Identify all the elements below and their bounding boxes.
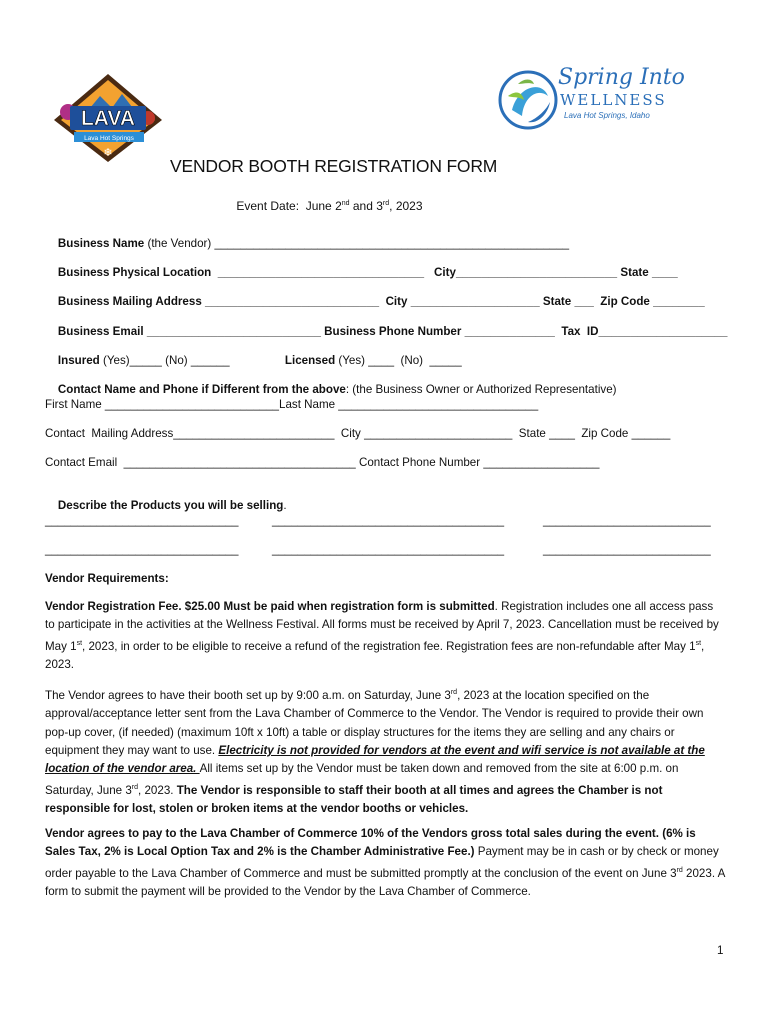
product-line-2a[interactable]: ______________________________	[45, 543, 239, 556]
payment-paragraph: Vendor agrees to pay to the Lava Chamber of Commerce 10% of the Vendors gross total sales during the event. (6% is Sales Tax, 2% is Local Option Tax and 2% is the Chamber Administrative Fee.) Payment may be in cash or by check or money order payable to the Lava Chamber of Commerce and must be submitted promptly at the conclusion of the event on June 3rd 2023. A form to submit the payment will be provided to the Vendor by the Lava Chamber of Commerce.	[45, 827, 725, 899]
product-line-1a[interactable]: ______________________________	[45, 514, 239, 527]
contact-heading: Contact Name and Phone if Different from the above: (the Business Owner or Authorized Representative)	[57, 383, 617, 396]
form-title: VENDOR BOOTH REGISTRATION FORM	[170, 156, 498, 176]
lava-chamber-logo	[50, 72, 166, 164]
business-email-field[interactable]: Business Email ___________________________ Business Phone Number ______________ Tax ID____________________	[57, 325, 728, 338]
business-name-field[interactable]: Business Name (the Vendor) _______________________________________________________	[57, 237, 570, 250]
logo-banner-text: Lava Hot Springs	[84, 135, 134, 142]
wellness-logo-line2: WELLNESS	[560, 91, 667, 109]
wellness-swirl-icon	[498, 66, 560, 136]
insured-field[interactable]: Insured (Yes)_____ (No) ______	[57, 354, 230, 367]
business-mailing-address-field[interactable]: Business Mailing Address ___________________________ City ____________________ State ___ Zip Code ________	[57, 295, 705, 308]
business-name-label: Business Name	[57, 237, 145, 250]
product-line-1c[interactable]: __________________________	[543, 514, 711, 527]
contact-mailing-field[interactable]: Contact Mailing Address_________________________ City _______________________ State ____ Zip Code ______	[45, 427, 671, 440]
snowflake-icon: ❄	[103, 147, 113, 159]
business-physical-location-field[interactable]: Business Physical Location ________________________________ City_________________________ State ____	[57, 266, 678, 279]
products-label: Describe the Products you will be selling.	[57, 499, 287, 512]
logo-name: LAVA	[80, 107, 136, 130]
wellness-logo-line3: Lava Hot Springs, Idaho	[564, 111, 650, 120]
setup-paragraph: The Vendor agrees to have their booth set up by 9:00 a.m. on Saturday, June 3rd, 2023 at the location specified on the approval/acceptance letter sent from the Lava Chamber of Commerce to the Vendor. The Vendor is required to provide their own pop-up cover, (if needed) (maximum 10ft x 10ft) a table or display structures for the items they are selling and any chairs or equipment they may want to use. Electricity is not provided for vendors at the event and wifi service is not available at the location of the vendor area. All items set up by the Vendor must be taken down and removed from the site at 6:00 p.m. on Saturday, June 3rd, 2023. The Vendor is responsible to staff their booth at all times and agrees the Chamber is not responsible for lost, stolen or broken items at the vendor booths or vehicles.	[45, 688, 705, 816]
registration-fee-paragraph: Vendor Registration Fee. $25.00 Must be paid when registration form is submitted. Registration includes one all access pass to participate in the activities at the Wellness Festival. All forms must be received by April 7, 2023. Cancellation must be received by May 1st, 2023, in order to be eligible to receive a refund of the registration fee. Registration fees are non-refundable after May 1st, 2023.	[45, 600, 719, 672]
licensed-field[interactable]: Licensed (Yes) ____ (No) _____	[284, 354, 462, 367]
contact-name-field[interactable]: First Name ___________________________Last Name _______________________________	[45, 398, 539, 411]
requirements-heading: Vendor Requirements:	[45, 572, 169, 585]
product-line-2b[interactable]: ____________________________________	[272, 543, 505, 556]
page-number: 1	[717, 944, 724, 957]
wellness-logo	[498, 66, 688, 136]
contact-email-field[interactable]: Contact Email ____________________________________ Contact Phone Number __________________	[45, 456, 600, 469]
event-date: Event Date: June 2nd and 3rd, 2023	[236, 199, 423, 213]
product-line-2c[interactable]: __________________________	[543, 543, 711, 556]
wellness-logo-line1: Spring Into	[558, 65, 685, 90]
product-line-1b[interactable]: ____________________________________	[272, 514, 505, 527]
